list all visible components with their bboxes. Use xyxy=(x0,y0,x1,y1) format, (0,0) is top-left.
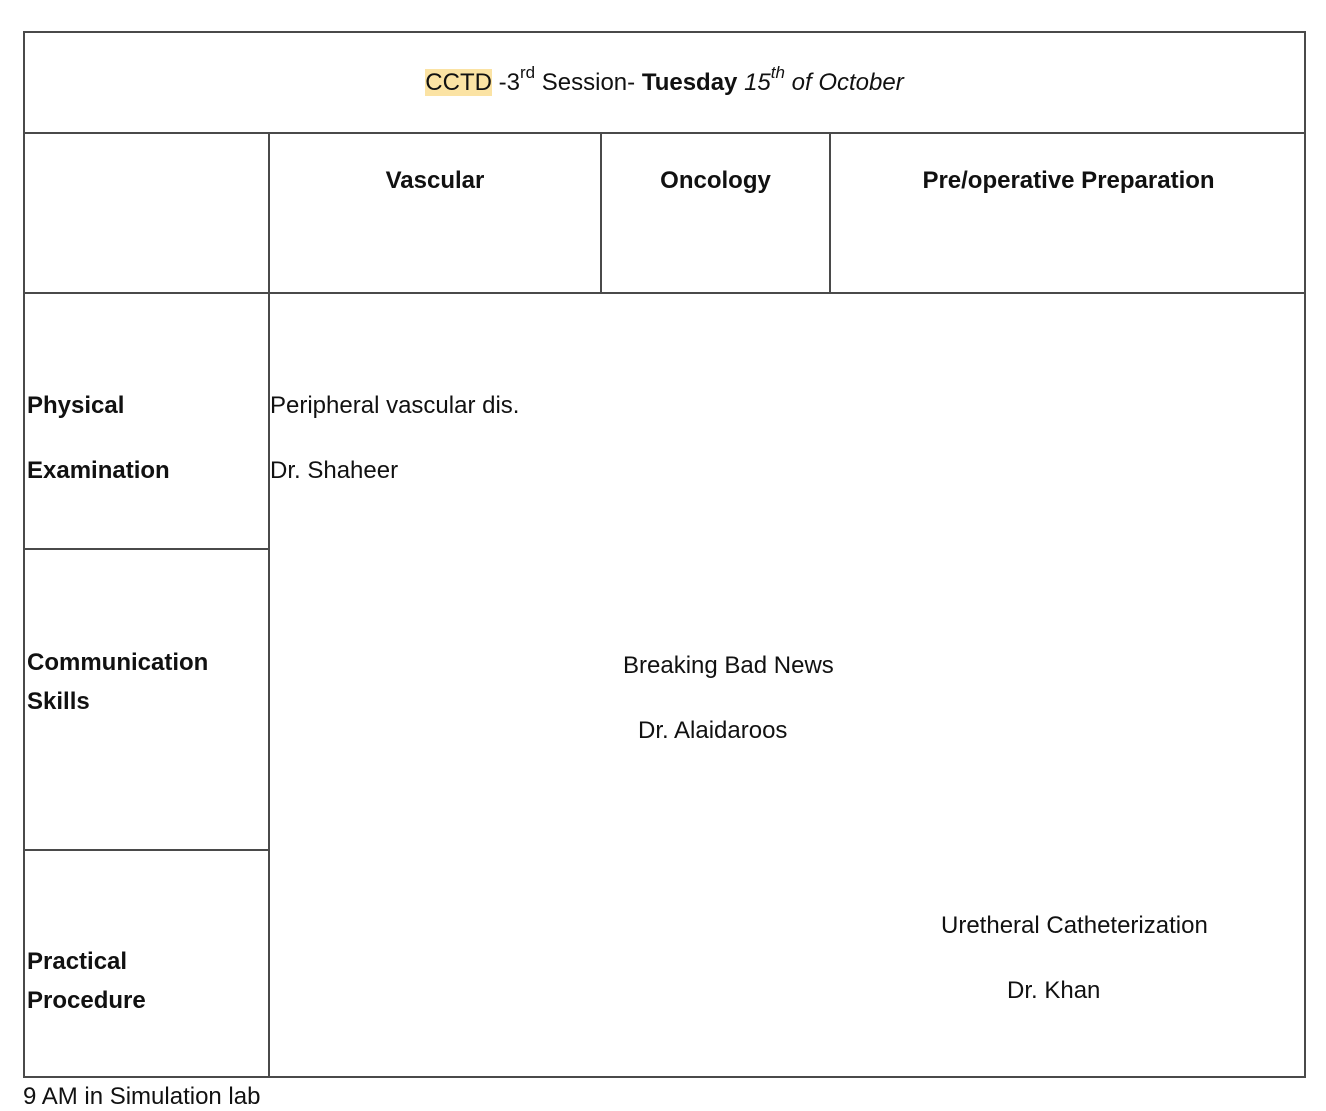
session-location-note: 9 AM in Simulation lab xyxy=(23,1083,261,1110)
row-label-practical-procedure xyxy=(25,849,270,1078)
row-label-communication-line2: Skills xyxy=(27,688,90,715)
vascular-session-topic: Peripheral vascular dis. xyxy=(270,392,520,419)
column-header-vascular xyxy=(268,132,602,294)
row-label-practical-line1: Practical xyxy=(27,948,128,975)
session-content-cell xyxy=(268,292,1306,1078)
title-tag-highlight: CCTD xyxy=(425,69,492,96)
column-header-oncology-label: Oncology xyxy=(660,167,771,194)
oncology-session-topic: Breaking Bad News xyxy=(623,652,834,679)
column-header-preop xyxy=(829,132,1306,294)
schedule-title-cell xyxy=(25,33,1304,134)
row-label-physical-line1: Physical xyxy=(27,392,125,419)
column-header-preop-label: Pre/operative Preparation xyxy=(922,167,1215,194)
row-label-physical-examination xyxy=(25,292,270,550)
title-session-word: Session- xyxy=(535,69,642,96)
row-label-practical-line2: Procedure xyxy=(27,987,146,1014)
title-session-number: -3 xyxy=(491,69,520,96)
row-label-physical-line2: Examination xyxy=(27,457,170,484)
title-ordinal-suffix: rd xyxy=(519,63,536,82)
schedule-table xyxy=(23,31,1306,1078)
header-empty-cell xyxy=(25,132,270,294)
preop-session-topic: Uretheral Catheterization xyxy=(941,912,1208,939)
schedule-title xyxy=(25,63,1304,97)
oncology-session-lecturer: Dr. Alaidaroos xyxy=(638,717,788,744)
title-date-number: 15 xyxy=(744,69,771,96)
title-date-month: of October xyxy=(784,69,904,96)
title-date xyxy=(744,63,904,96)
preop-session-lecturer: Dr. Khan xyxy=(1007,977,1101,1004)
vascular-session-lecturer: Dr. Shaheer xyxy=(270,457,399,484)
title-date-suffix: th xyxy=(770,63,785,82)
title-day: Tuesday xyxy=(641,69,738,96)
row-label-communication-skills xyxy=(25,548,270,851)
column-header-vascular-label: Vascular xyxy=(385,167,485,194)
row-label-communication-line1: Communication xyxy=(27,649,209,676)
column-header-oncology xyxy=(600,132,831,294)
